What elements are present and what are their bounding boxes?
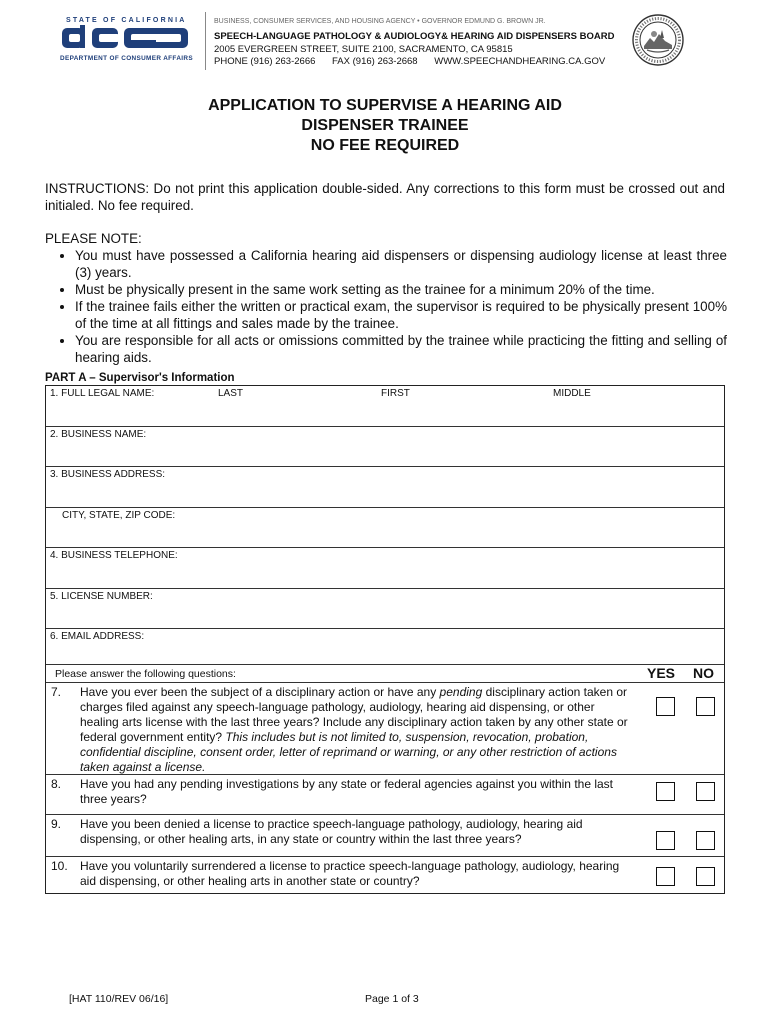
license-number-label: 5. LICENSE NUMBER: (50, 590, 153, 602)
license-number-field[interactable] (46, 589, 724, 630)
question-text-emphasis: pending (439, 685, 483, 699)
business-telephone-field[interactable] (46, 548, 724, 589)
question-10-row (46, 857, 724, 893)
fax-number: FAX (916) 263-2668 (332, 56, 418, 67)
question-number: 7. (51, 685, 62, 699)
question-8-row (46, 775, 724, 815)
middle-name-label: MIDDLE (553, 388, 591, 399)
board-address: 2005 EVERGREEN STREET, SUITE 2100, SACRAMENTO, CA 95815 (214, 44, 513, 55)
question-9-yes-checkbox[interactable] (656, 831, 675, 850)
business-telephone-label: 4. BUSINESS TELEPHONE: (50, 550, 178, 561)
question-8-text: Have you had any pending investigations by any state or federal agencies against you within the last three years? (80, 777, 614, 806)
state-of-california-text: STATE OF CALIFORNIA (66, 17, 187, 24)
business-address-label: 3. BUSINESS ADDRESS: (50, 469, 166, 480)
note-item: • You must have possessed a California hearing aid dispensers or dispensing audiology license at least three (3) years. (75, 247, 727, 281)
first-name-label: FIRST (381, 388, 410, 399)
note-item: • You are responsible for all acts or omissions committed by the trainee while practicing the fitting and selling of hearing aids. (75, 332, 727, 366)
question-text-part: disciplinary action taken or charges filed against any speech-language pathology, audiology, hearing aid dispensing, or other healing arts license with the last three years? Include any disciplinary action taken by any other state or federal government entity? (80, 685, 628, 744)
header-divider (205, 12, 206, 70)
last-name-label: LAST (218, 388, 244, 399)
business-address-field[interactable] (46, 467, 724, 508)
question-7-row (46, 683, 724, 775)
question-number: 9. (51, 817, 62, 831)
question-text-part: Have you ever been the subject of a disciplinary action or have any (80, 685, 440, 699)
question-7-text (80, 685, 628, 775)
question-9-row (46, 815, 724, 857)
business-name-label: 2. BUSINESS NAME: (50, 428, 147, 440)
contact-line (214, 56, 619, 67)
city-state-zip-label: CITY, STATE, ZIP CODE: (62, 509, 176, 521)
question-8-yes-checkbox[interactable] (656, 782, 675, 801)
dca-logo (62, 25, 190, 51)
part-a-heading: PART A – Supervisor's Information (45, 372, 235, 384)
question-10-yes-checkbox[interactable] (656, 867, 675, 886)
note-item: • Must be physically present in the same work setting as the trainee for a minimum 20% of the time. (75, 281, 727, 298)
email-address-label: 6. EMAIL ADDRESS: (50, 631, 145, 642)
title-line-1: APPLICATION TO SUPERVISE A HEARING AID (208, 97, 562, 114)
title-line-2: DISPENSER TRAINEE (301, 117, 469, 134)
please-note-heading: PLEASE NOTE: (45, 231, 142, 246)
note-item: • If the trainee fails either the written or practical exam, the supervisor is required to be physically present 100% of the time at all fittings and sales made by the trainee. (75, 298, 727, 332)
no-column-header: NO (693, 665, 714, 681)
question-9-no-checkbox[interactable] (696, 831, 715, 850)
board-name: SPEECH-LANGUAGE PATHOLOGY & AUDIOLOGY& HEARING AID DISPENSERS BOARD (214, 31, 615, 42)
question-8-no-checkbox[interactable] (696, 782, 715, 801)
question-number: 8. (51, 777, 62, 791)
question-number: 10. (51, 859, 68, 873)
questions-header (46, 665, 724, 683)
form-title (0, 96, 770, 156)
full-legal-name-field[interactable] (46, 386, 724, 427)
question-7-yes-checkbox[interactable] (656, 697, 675, 716)
please-note-list (45, 247, 727, 366)
department-name: DEPARTMENT OF CONSUMER AFFAIRS (60, 55, 193, 62)
business-name-field[interactable] (46, 427, 724, 468)
title-line-3: NO FEE REQUIRED (310, 137, 460, 154)
question-9-text: Have you been denied a license to practice speech-language pathology, audiology, hearing aid dispensing, or other healing arts, in any state or country within the last three years? (80, 817, 583, 846)
supervisor-info-table (45, 385, 725, 894)
city-state-zip-field[interactable] (46, 508, 724, 549)
instructions: INSTRUCTIONS: Do not print this application double-sided. Any corrections to this form must be crossed out and initialed. No fee required. (45, 181, 725, 213)
website: WWW.SPEECHANDHEARING.CA.GOV (434, 56, 606, 67)
full-legal-name-label: 1. FULL LEGAL NAME: (50, 388, 155, 399)
questions-instruction: Please answer the following questions: (55, 668, 236, 680)
california-state-seal-icon (632, 14, 684, 66)
phone-number: PHONE (916) 263-2666 (214, 56, 316, 67)
question-7-no-checkbox[interactable] (696, 697, 715, 716)
form-code: [HAT 110/REV 06/16] (69, 993, 169, 1005)
question-10-no-checkbox[interactable] (696, 867, 715, 886)
page-number: Page 1 of 3 (365, 993, 419, 1005)
email-address-field[interactable] (46, 629, 724, 665)
agency-line: BUSINESS, CONSUMER SERVICES, AND HOUSING AGENCY • GOVERNOR EDMUND G. BROWN JR. (214, 18, 546, 25)
question-10-text: Have you voluntarily surrendered a license to practice speech-language pathology, audiology, hearing aid dispensing, or other healing arts in another state or country? (80, 859, 620, 888)
please-note-section (45, 230, 727, 366)
yes-column-header: YES (647, 665, 676, 681)
question-text-emphasis: This includes but is not limited to, suspension, revocation, probation, confidential discipline, consent order, letter of reprimand or warning, or any other restriction of actions taken against a license. (80, 730, 617, 774)
